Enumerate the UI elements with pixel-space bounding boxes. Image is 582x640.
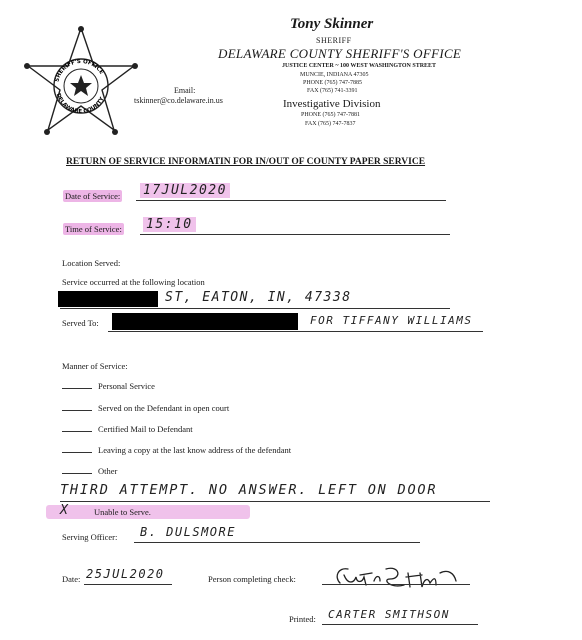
person-completing-line bbox=[322, 584, 470, 585]
other-note-line bbox=[60, 501, 490, 502]
office-fax: FAX (765) 741-3391 bbox=[307, 88, 358, 94]
redacted-street bbox=[58, 291, 158, 307]
unable-mark: X bbox=[60, 503, 70, 518]
service-location-line bbox=[60, 308, 450, 309]
service-location-label: Service occurred at the following location bbox=[62, 277, 205, 287]
serving-officer-label: Serving Officer: bbox=[62, 532, 118, 542]
division-fax: FAX (765) 747-7837 bbox=[305, 121, 356, 127]
date-line bbox=[84, 584, 172, 585]
serving-officer-value: B. DULSMORE bbox=[140, 525, 236, 539]
option-personal-service: Personal Service bbox=[62, 381, 155, 391]
time-of-service-value: 15:10 bbox=[143, 217, 196, 232]
served-to-line bbox=[108, 331, 483, 332]
sheriff-name: Tony Skinner bbox=[290, 16, 374, 32]
division-name: Investigative Division bbox=[283, 98, 381, 110]
other-note: THIRD ATTEMPT. NO ANSWER. LEFT ON DOOR bbox=[60, 482, 438, 498]
form-title: RETURN OF SERVICE INFORMATIN FOR IN/OUT OF COUNTY PAPER SERVICE bbox=[66, 157, 426, 167]
served-to-value: FOR TIFFANY WILLIAMS bbox=[310, 314, 473, 327]
serving-officer-line bbox=[134, 542, 420, 543]
svg-text:DELAWARE COUNTY bbox=[55, 93, 106, 115]
sheriff-badge-logo bbox=[22, 26, 140, 144]
office-name: DELAWARE COUNTY SHERIFF'S OFFICE bbox=[218, 46, 462, 61]
address-line-2: MUNCIE, INDIANA 47305 bbox=[300, 72, 369, 78]
badge-text-top: SHERIFF'S OFFICE bbox=[54, 58, 105, 83]
person-completing-label: Person completing check: bbox=[208, 574, 296, 584]
office-phone: PHONE (765) 747-7885 bbox=[303, 80, 362, 86]
time-of-service-label: Time of Service: bbox=[65, 224, 122, 234]
date-of-service-label: Date of Service: bbox=[65, 191, 121, 201]
unable-to-serve-label: Unable to Serve. bbox=[94, 507, 151, 517]
redacted-name bbox=[112, 313, 298, 330]
printed-value: CARTER SMITHSON bbox=[328, 608, 450, 621]
printed-label: Printed: bbox=[289, 614, 316, 624]
time-of-service-line bbox=[140, 234, 450, 235]
location-served-label: Location Served: bbox=[62, 258, 121, 268]
badge-text-bottom: DELAWARE COUNTY bbox=[54, 92, 106, 116]
date-value: 25JUL2020 bbox=[86, 567, 165, 581]
option-other: Other bbox=[62, 466, 117, 476]
division-phone: PHONE (765) 747-7881 bbox=[301, 112, 360, 118]
served-to-label: Served To: bbox=[62, 318, 99, 328]
printed-line bbox=[322, 624, 478, 625]
option-open-court: Served on the Defendant in open court bbox=[62, 403, 229, 413]
sheriff-title: SHERIFF bbox=[316, 36, 352, 45]
signature bbox=[330, 563, 462, 591]
email-label: Email: bbox=[174, 86, 196, 95]
manner-of-service-label: Manner of Service: bbox=[62, 361, 128, 371]
date-label: Date: bbox=[62, 574, 81, 584]
option-last-known-address: Leaving a copy at the last know address of the defendant bbox=[62, 445, 291, 455]
address-line-1: JUSTICE CENTER ~ 100 WEST WASHINGTON STREET bbox=[282, 63, 437, 69]
date-of-service-value: 17JUL2020 bbox=[140, 183, 230, 198]
option-certified-mail: Certified Mail to Defendant bbox=[62, 424, 193, 434]
email-value: tskinner@co.delaware.in.us bbox=[134, 96, 223, 105]
date-of-service-line bbox=[136, 200, 446, 201]
service-location-value: ST, EATON, IN, 47338 bbox=[165, 290, 352, 305]
